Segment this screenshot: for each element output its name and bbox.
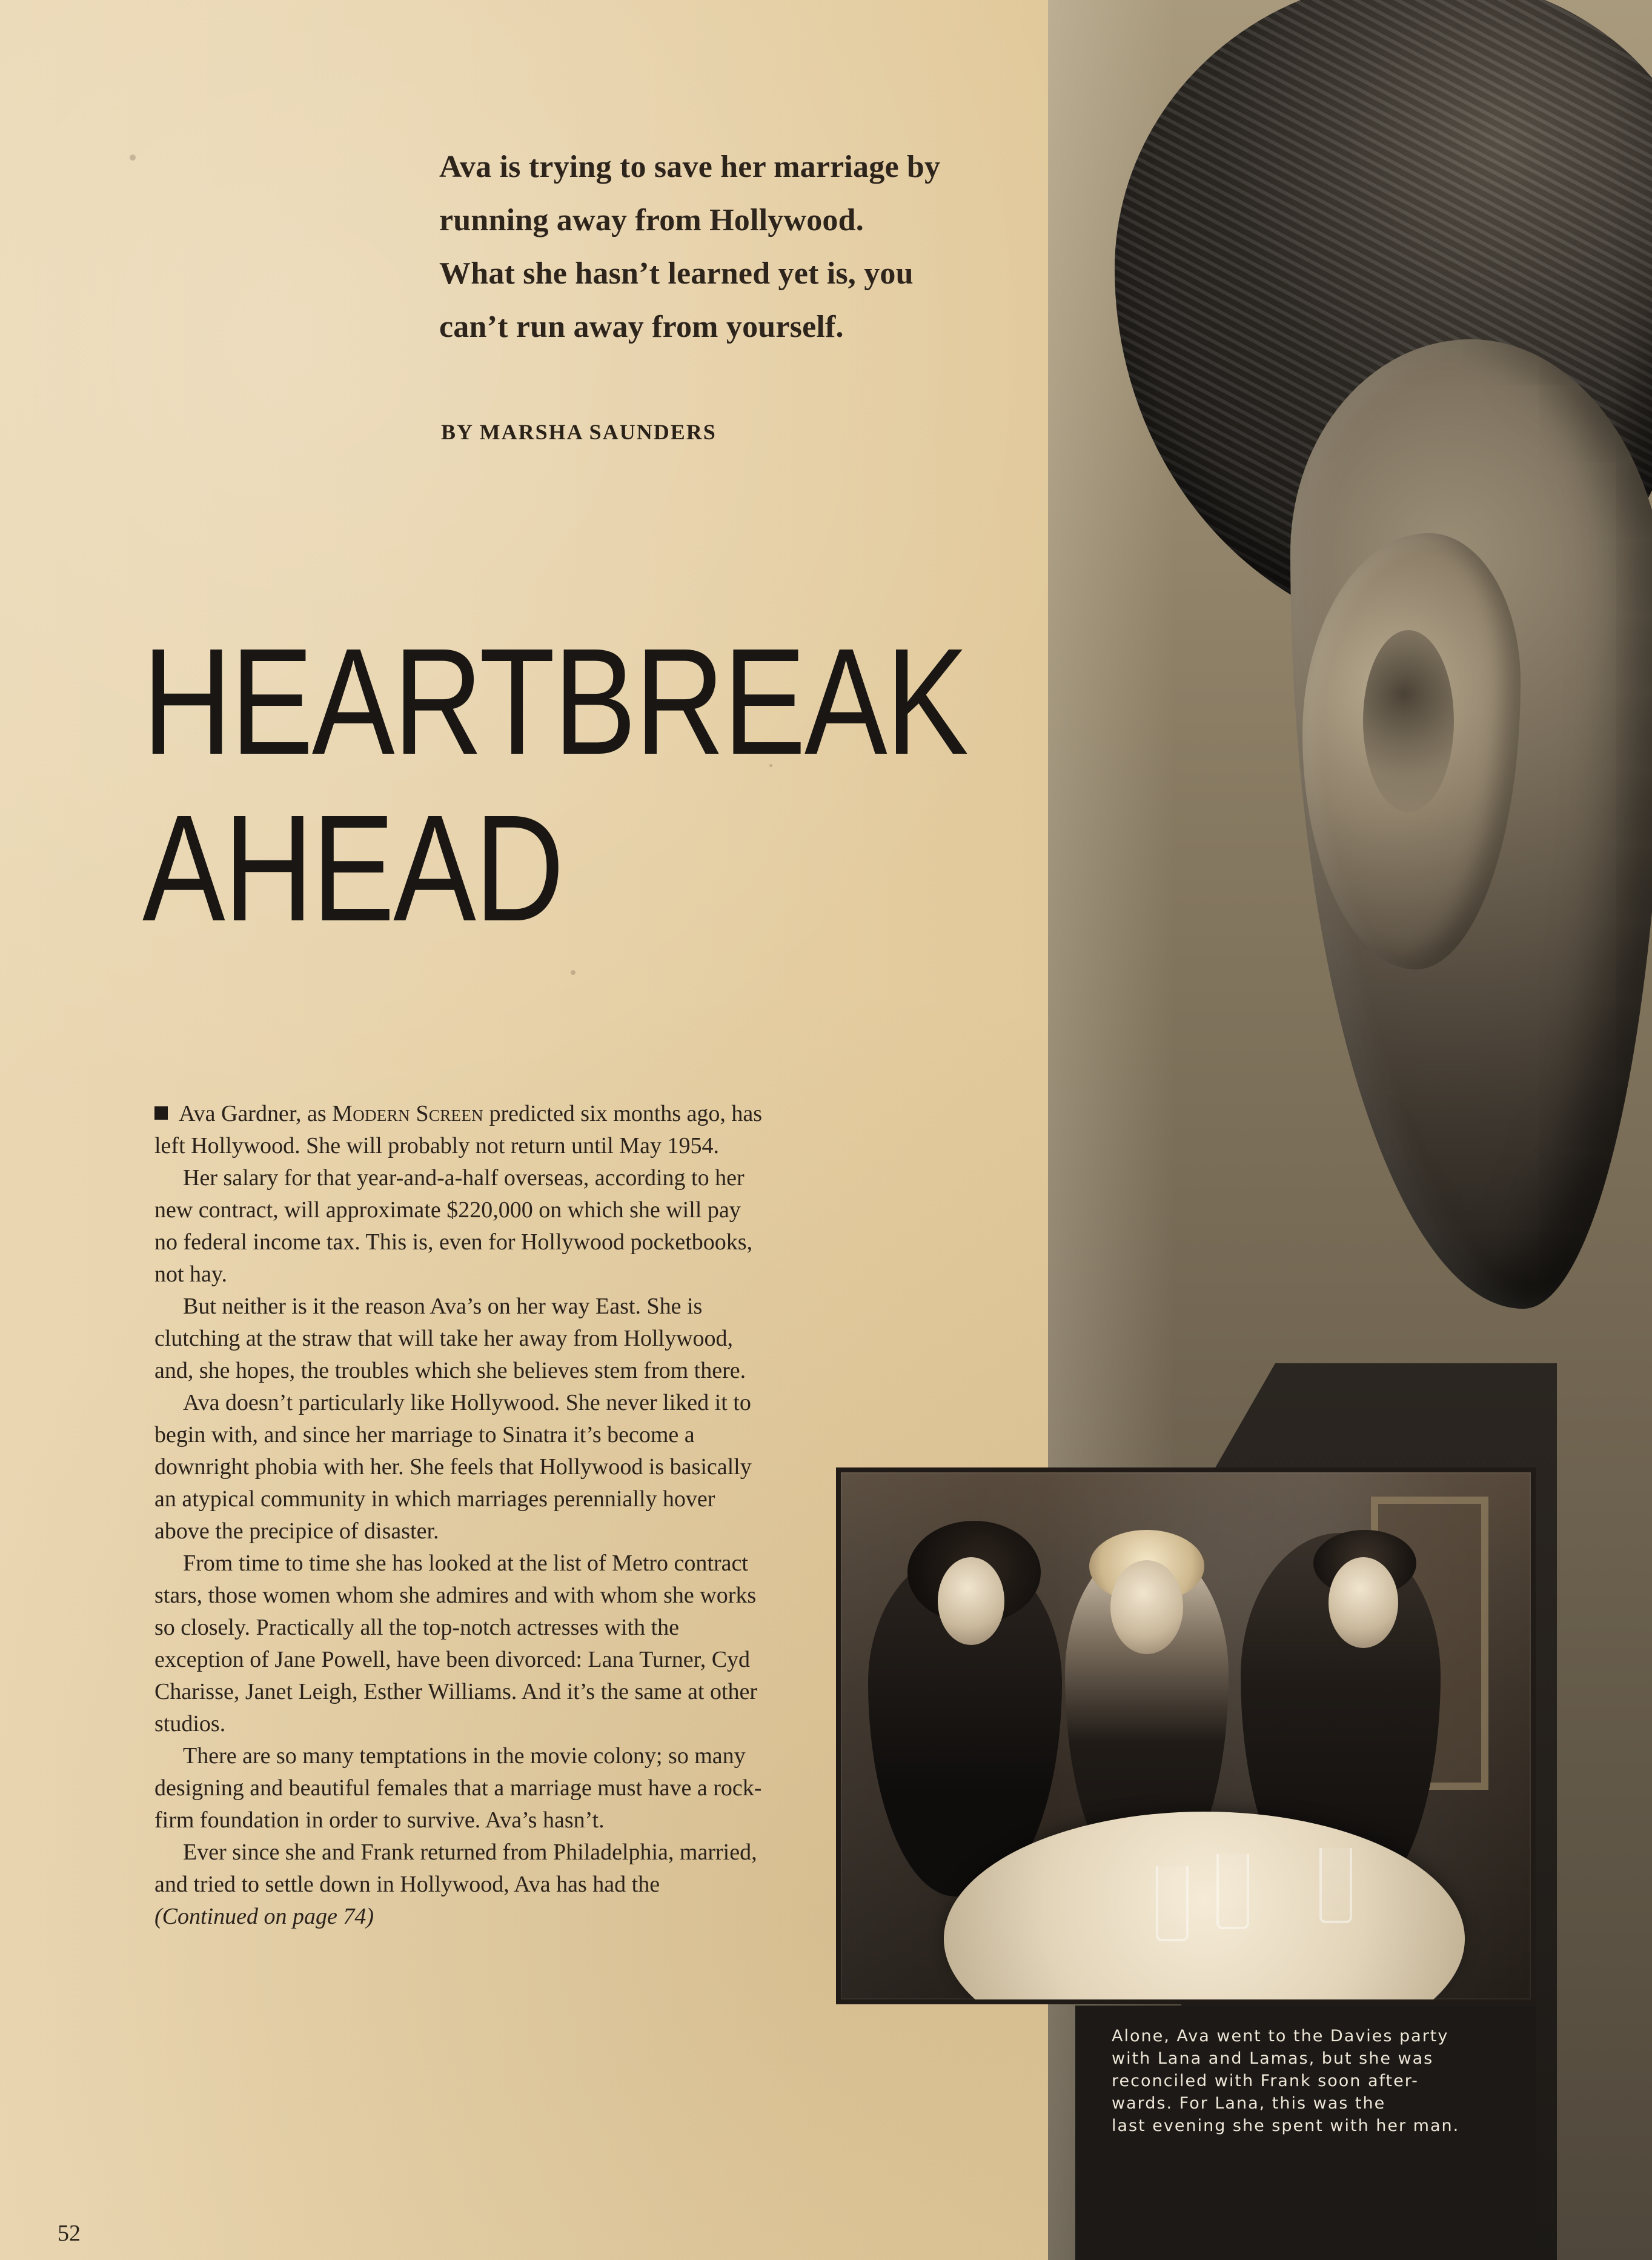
caption-line: last evening she spent with her man. [1112,2116,1460,2135]
article-headline [142,617,967,952]
article-paragraph-3: But neither is it the reason Ava’s on her way East. She is clutching at the straw that will take her away from Hollywood, and, she hopes, the troubles which she believes stem from there. [154,1294,746,1383]
page-number: 52 [58,2221,81,2246]
inset-party-photo [836,1467,1536,2004]
woman-middle-face [1110,1560,1183,1654]
article-paragraph-7 [154,1836,766,1933]
drinking-glass [1156,1866,1189,1941]
drinking-glass [1216,1854,1249,1929]
article-paragraph-2: Her salary for that year-and-a-half overseas, according to her new contract, will approximate $220,000 on which she will pay no federal income tax. This is, even for Hollywood pocketbooks, not hay. [154,1165,753,1287]
headline-line-2: AHEAD [142,783,563,952]
article-paragraph-6: There are so many temptations in the movie colony; so many designing and beautiful females that a marriage must have a rock-firm foundation in order to survive. Ava’s hasn’t. [154,1743,762,1833]
publication-name: Modern Screen [332,1101,483,1126]
ear-inner-shape [1363,630,1454,812]
article-byline: BY MARSHA SAUNDERS [441,420,717,444]
caption-line: with Lana and Lamas, but she was [1112,2049,1434,2068]
headline-line-1: HEARTBREAK [142,617,967,786]
caption-line: Alone, Ava went to the Davies party [1112,2027,1449,2046]
caption-line: wards. For Lana, this was the [1112,2094,1386,2113]
article-deck: Ava is trying to save her marriage by running away from Hollywood. What she hasn’t learned yet is, you can’t run away from yourself. [439,150,941,344]
drinking-glass [1319,1848,1352,1923]
woman-left-face [938,1557,1004,1645]
paragraph-1-suffix: predicted six months ago, has left Hollywood. She will probably not return until May 1954. [154,1101,763,1158]
article-paragraph-4: Ava doesn’t particularly like Hollywood. She never liked it to begin with, and since her marriage to Sinatra it’s become a downright phobia with her. She feels that Hollywood is basically an atypical community in which marriages perennially hover above the precipice of disaster. [154,1390,752,1544]
paper-speck [130,155,136,161]
continued-note: (Continued on page 74) [154,1904,374,1929]
paper-speck [571,970,576,975]
article-paragraph-1 [154,1098,766,1162]
paragraph-1-prefix: Ava Gardner, as [179,1101,333,1126]
photo-caption [1112,2025,1524,2137]
caption-line: reconciled with Frank soon after- [1112,2072,1419,2090]
article-body [154,1098,766,1933]
lead-mark [154,1106,168,1120]
paragraph-7-prefix: Ever since she and Frank returned from Philadelphia, married, and tried to settle down in Hollywood, Ava has had the [154,1840,757,1897]
man-right-face [1329,1557,1398,1648]
article-paragraph-5: From time to time she has looked at the list of Metro contract stars, those women whom she admires and with whom she works so closely. Practically all the top-notch actresses with the exception of Jane Powell, have been divorced: Lana Turner, Cyd Charisse, Janet Leigh, Esther Williams. And it’s the same at other studios. [154,1550,758,1737]
